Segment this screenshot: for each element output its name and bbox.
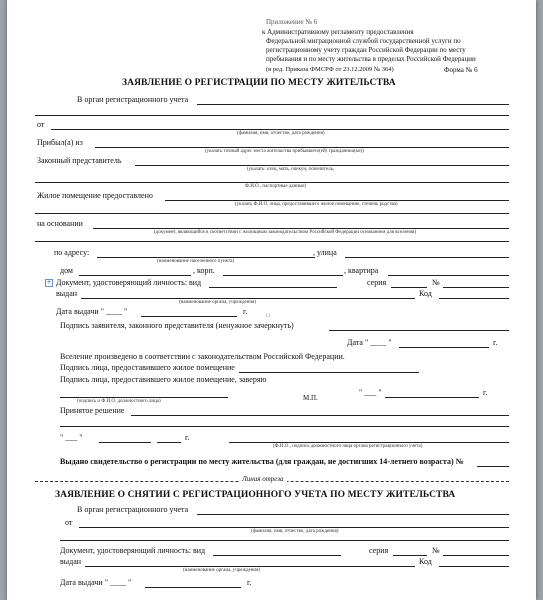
regulation-line-1: к Административному регламенту предоставления [262, 28, 414, 36]
stamp-mp: М.П. [303, 394, 318, 402]
section2-to-body-line[interactable] [197, 514, 509, 515]
decision-official-line[interactable] [229, 442, 509, 443]
basis-line-2[interactable] [35, 241, 509, 242]
section1-title: ЗАЯВЛЕНИЕ О РЕГИСТРАЦИИ ПО МЕСТУ ЖИТЕЛЬСТВА [122, 78, 396, 88]
section2-issue-date-label: Дата выдачи " ____ " [60, 578, 132, 587]
passport-caption: Ф.И.О., паспортные данные) [245, 184, 307, 189]
section2-id-doc-line[interactable] [213, 555, 341, 556]
appendix-label: Приложение № 6 [266, 18, 318, 26]
number-line[interactable] [443, 287, 509, 288]
decision-date-line[interactable] [99, 442, 151, 443]
apartment-label: , квартира [344, 266, 379, 275]
issue-year-label: г. [243, 307, 248, 316]
provider-certify-label: Подпись лица, предоставившего жилое помещение, заверяю [60, 375, 267, 384]
table-move-handle-icon[interactable]: + [46, 279, 52, 286]
official-caption: (подпись и Ф.И.О. должностного лица) [77, 399, 161, 404]
applicant-signature-line[interactable] [329, 330, 509, 331]
section2-title: ЗАЯВЛЕНИЕ О СНЯТИИ С РЕГИСТРАЦИОННОГО УЧЕТА ПО МЕСТУ ЖИТЕЛЬСТВА [55, 490, 456, 500]
section2-from-line[interactable] [79, 527, 509, 528]
moved-in-text: Вселение произведено в соответствии с законодательством Российской Федерации. [60, 352, 345, 361]
house-line[interactable] [79, 275, 191, 276]
id-doc-label: Документ, удостоверяющий личность: вид [56, 278, 202, 287]
official-caption-2: (Ф.И.О., подпись должностного лица органа регистрационного учета) [273, 444, 423, 449]
to-body-line-2[interactable] [35, 115, 509, 116]
basis-caption: (документ, являющийся в соответствии с жилищным законодательством Российской Федерации основанием для вселения) [154, 230, 417, 235]
section2-from-label: от [65, 518, 73, 527]
settlement-line[interactable] [97, 257, 315, 258]
provider-signature-label: Подпись лица, предоставившего жилое помещение [60, 363, 235, 372]
series-line[interactable] [391, 287, 427, 288]
issue-date-line[interactable] [141, 316, 237, 317]
edition-note: (в ред. Приказа ФМСРФ от 23.12.2009 № 364) [266, 66, 394, 73]
official-year-label: г. [483, 388, 488, 397]
applicant-year-label: г. [493, 338, 498, 347]
section2-series-label: серия [369, 546, 389, 555]
arrived-from-line[interactable] [95, 147, 509, 148]
section2-issued-label: выдан [60, 557, 82, 566]
from-line[interactable] [51, 129, 509, 130]
premises-line[interactable] [165, 200, 509, 201]
apartment-line[interactable] [388, 275, 509, 276]
section2-issued-line[interactable] [85, 566, 415, 567]
issued-label: выдан [56, 289, 78, 298]
id-doc-line[interactable] [209, 287, 337, 288]
regulation-line-2: Федеральной миграционной службой государственной услуги по [266, 37, 461, 45]
applicant-signature-label: Подпись заявителя, законного представителя (ненужное зачеркнуть) [60, 321, 294, 330]
applicant-date-label: Дата " ____ " [347, 338, 392, 347]
certificate-issued-label: Выдано свидетельство о регистрации по месту жительства (для граждан, не достигших 14-летнего возраста) № [60, 457, 464, 466]
section2-series-line[interactable] [393, 555, 427, 556]
decision-date-label: " ___ " [60, 433, 83, 442]
korp-label: , корп. [193, 266, 215, 275]
document-page [7, 0, 536, 600]
cut-line-label: Линия отреза [239, 475, 287, 483]
street-line[interactable] [345, 257, 509, 258]
page-number-mark: 13 [265, 314, 270, 319]
form-number: Форма № 6 [444, 66, 478, 74]
issue-date-label: Дата выдачи " ____ " [56, 307, 128, 316]
provider-signature-line[interactable] [239, 372, 419, 373]
basis-line[interactable] [93, 228, 509, 229]
to-body-line[interactable] [197, 104, 509, 105]
section2-number-line[interactable] [443, 555, 509, 556]
basis-label: на основании [37, 219, 83, 228]
decision-year-label: г. [185, 433, 190, 442]
premises-label: Жилое помещение предоставлено [37, 191, 153, 200]
decision-line-2[interactable] [60, 426, 509, 427]
certificate-number-line[interactable] [477, 466, 509, 467]
to-body-label: В орган регистрационного учета [77, 95, 189, 104]
decision-date-line-2[interactable] [157, 442, 181, 443]
number-label: № [432, 278, 440, 287]
applicant-date-line[interactable] [399, 347, 489, 348]
regulation-line-4: пребывания и по месту жительства в пределах Российской Федерации [266, 55, 476, 63]
premises-line-2[interactable] [35, 213, 509, 214]
legal-rep-line[interactable] [135, 165, 509, 166]
section2-id-doc-label: Документ, удостоверяющий личность: вид [60, 546, 206, 555]
section2-org-caption: (наименование органа, учреждения) [183, 568, 261, 573]
regulation-line-3: регистрационному учету граждан Российской Федерации по месту [266, 46, 466, 54]
official-date-label: " ___ " [359, 388, 382, 397]
section2-to-body-label: В орган регистрационного учета [77, 505, 189, 514]
official-signature-line[interactable] [60, 397, 228, 398]
section2-from-line-2[interactable] [60, 540, 509, 541]
legal-rep-caption: (указать: отец, мать, опекун, попечитель, [247, 167, 335, 172]
org-caption: (наименование органа, учреждения) [179, 300, 257, 305]
decision-label: Принятое решение [60, 406, 125, 415]
legal-rep-label: Законный представитель [37, 156, 122, 165]
code-line[interactable] [439, 298, 509, 299]
section2-code-line[interactable] [439, 566, 509, 567]
arrived-caption: (указать точный адрес места жительства прибывшего(ей) гражданина(ки)) [205, 149, 364, 154]
korp-line[interactable] [223, 275, 343, 276]
code-label: Код [419, 289, 432, 298]
section2-issue-date-line[interactable] [145, 587, 241, 588]
legal-rep-line-2[interactable] [35, 182, 509, 183]
section2-code-label: Код [419, 557, 432, 566]
series-label: серия [367, 278, 387, 287]
premises-caption: (указать Ф.И.О. лица, предоставившего жилое помещение, степень родства) [235, 202, 398, 207]
decision-line[interactable] [131, 415, 509, 416]
from-label: от [37, 120, 45, 129]
official-date-line[interactable] [385, 397, 479, 398]
arrived-from-label: Прибыл(а) из [37, 138, 83, 147]
house-label: дом [60, 266, 73, 275]
street-label: , улица [313, 248, 337, 257]
address-label: по адресу: [54, 248, 90, 257]
section2-fio-caption: (фамилия, имя, отчество, дата рождения) [251, 529, 339, 534]
issued-line[interactable] [81, 298, 415, 299]
section2-issue-year-label: г. [247, 578, 252, 587]
fio-caption: (фамилия, имя, отчество, дата рождения) [237, 131, 325, 136]
settlement-caption: (наименование населенного пункта) [157, 259, 235, 264]
section2-number-label: № [432, 546, 440, 555]
